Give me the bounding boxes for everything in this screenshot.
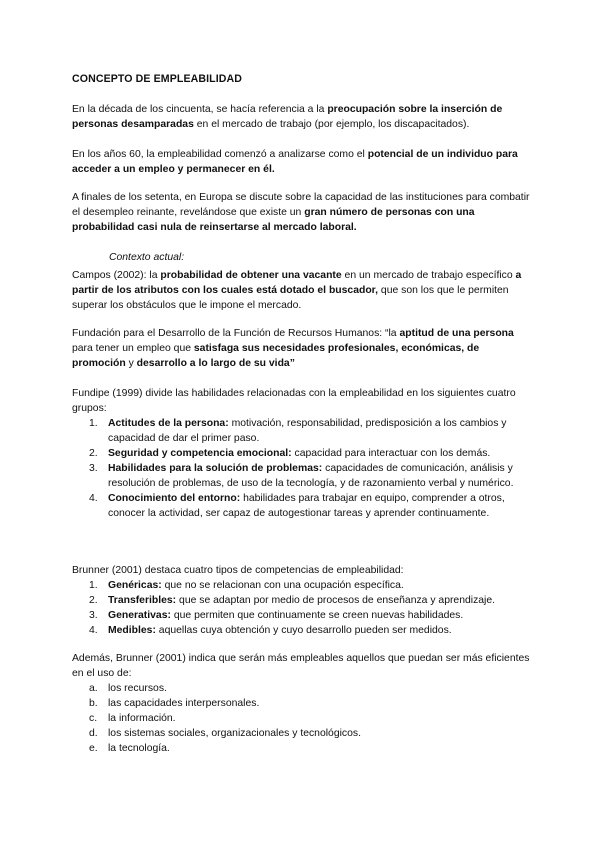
list-item [72,741,532,756]
bold-run: preocupación sobre la inserción de personas desamparadas [72,104,503,130]
bold-run: gran número de personas con una probabilidad casi nula de reinsertarse al mercado laboral. [72,207,475,233]
text-run: en el mercado de trabajo (por ejemplo, los discapacitados). [193,119,470,130]
list-item [72,726,532,741]
list-number: 4. [89,493,98,504]
list-item [72,593,532,608]
list-number: 3. [89,610,98,621]
list-item [72,416,532,446]
list-item [72,461,532,491]
bold-run: potencial de un individuo para acceder a un empleo y permanecer en él. [72,149,518,175]
list-number: 2. [89,448,98,459]
paragraph-brunner-eficientes: Además, Brunner (2001) indica que serán más empleables aquellos que puedan ser más eficientes en el uso de: [72,653,530,679]
text-run: Fundación para el Desarrollo de la Función de Recursos Humanos: “la [72,328,400,339]
list-letter: e. [89,743,98,754]
list-letter: a. [89,683,98,694]
list-number: 3. [89,463,98,474]
list-item-heading: Conocimiento del entorno: [108,493,241,504]
paragraph-fundipe: Fundipe (1999) divide las habilidades relacionadas con la empleabilidad en los siguientes cuatro grupos: [72,388,516,414]
bold-run: desarrollo a lo largo de su vida” [136,358,295,369]
list-item-heading: Actitudes de la persona: [108,418,229,429]
list-item-text: la información. [108,713,176,724]
bold-run: a partir de los atributos con los cuales está dotado el buscador, [72,270,522,296]
paragraph-fundacion [72,326,532,371]
list-item [72,623,532,638]
list-item-heading: Transferibles: [108,595,177,606]
list-item [72,711,532,726]
list-item-text: habilidades para trabajar en equipo, comprender a otros, conocer la actividad, ser capaz de autogestionar tareas y aprender continuamente. [108,493,505,519]
text-run: que son los que le permiten superar los obstáculos que le impone el mercado. [72,285,509,311]
list-item [72,681,532,696]
list-number: 2. [89,595,98,606]
bold-run: satisfaga sus necesidades profesionales, económicas, de promoción [72,343,480,369]
bold-run: aptitud de una persona [399,328,514,339]
list-letter: b. [89,698,98,709]
list-item-heading: Genéricas: [108,580,162,591]
list-item-text: que no se relacionan con una ocupación específica. [161,580,404,591]
text-run: Campos (2002): la [72,270,161,281]
fundipe-list [72,416,532,521]
paragraph-fifties [72,102,532,132]
list-item [72,446,532,461]
list-item [72,696,532,711]
list-item-text: capacidades de comunicación, análisis y resolución de problemas, de uso de la tecnología, y de razonamiento verbal y numérico. [108,463,514,489]
list-item-text: la tecnología. [108,743,170,754]
paragraph-brunner-competencias: Brunner (2001) destaca cuatro tipos de competencias de empleabilidad: [72,565,404,576]
text-run: En la década de los cincuenta, se hacía referencia a la [72,104,328,115]
list-item [72,491,532,521]
text-run: A finales de los setenta, en Europa se discute sobre la capacidad de las instituciones para combatir el desempleo reinante, revelándose que existe un [72,192,530,218]
text-run: En los años 60, la empleabilidad comenzó a analizarse como el [72,149,368,160]
bold-run: probabilidad de obtener una vacante [160,270,342,281]
list-number: 1. [89,418,98,429]
list-item [72,578,532,593]
list-item-text: que permiten que continuamente se creen nuevas habilidades. [170,610,464,621]
list-item-text: los sistemas sociales, organizacionales y tecnológicos. [108,728,361,739]
list-item-heading: Generativas: [108,610,171,621]
list-item-heading: Habilidades para la solución de problemas: [108,463,323,474]
brunner-competencias-list [72,578,532,638]
list-item-text: las capacidades interpersonales. [108,698,260,709]
list-item-heading: Medibles: [108,625,156,636]
list-item [72,608,532,623]
list-item-text: aquellas cuya obtención y cuyo desarrollo pueden ser medidos. [155,625,452,636]
text-run: para tener un empleo que [72,343,194,354]
list-item-text: los recursos. [108,683,167,694]
text-run: en un mercado de trabajo específico [341,270,516,281]
paragraph-sixties [72,147,532,177]
list-number: 4. [89,625,98,636]
list-item-text: que se adaptan por medio de procesos de enseñanza y aprendizaje. [176,595,496,606]
paragraph-seventies [72,190,532,235]
list-item-heading: Seguridad y competencia emocional: [108,448,292,459]
text-run: y [125,358,137,369]
list-item-text: motivación, responsabilidad, predisposición a los cambios y capacidad de dar el primer paso. [108,418,507,444]
list-letter: c. [89,713,98,724]
paragraph-campos [72,268,532,313]
list-number: 1. [89,580,98,591]
list-item-text: capacidad para interactuar con los demás. [291,448,491,459]
list-letter: d. [89,728,98,739]
brunner-eficientes-list [72,681,532,756]
page-title: CONCEPTO DE EMPLEABILIDAD [72,73,243,85]
context-label: Contexto actual: [109,252,185,263]
